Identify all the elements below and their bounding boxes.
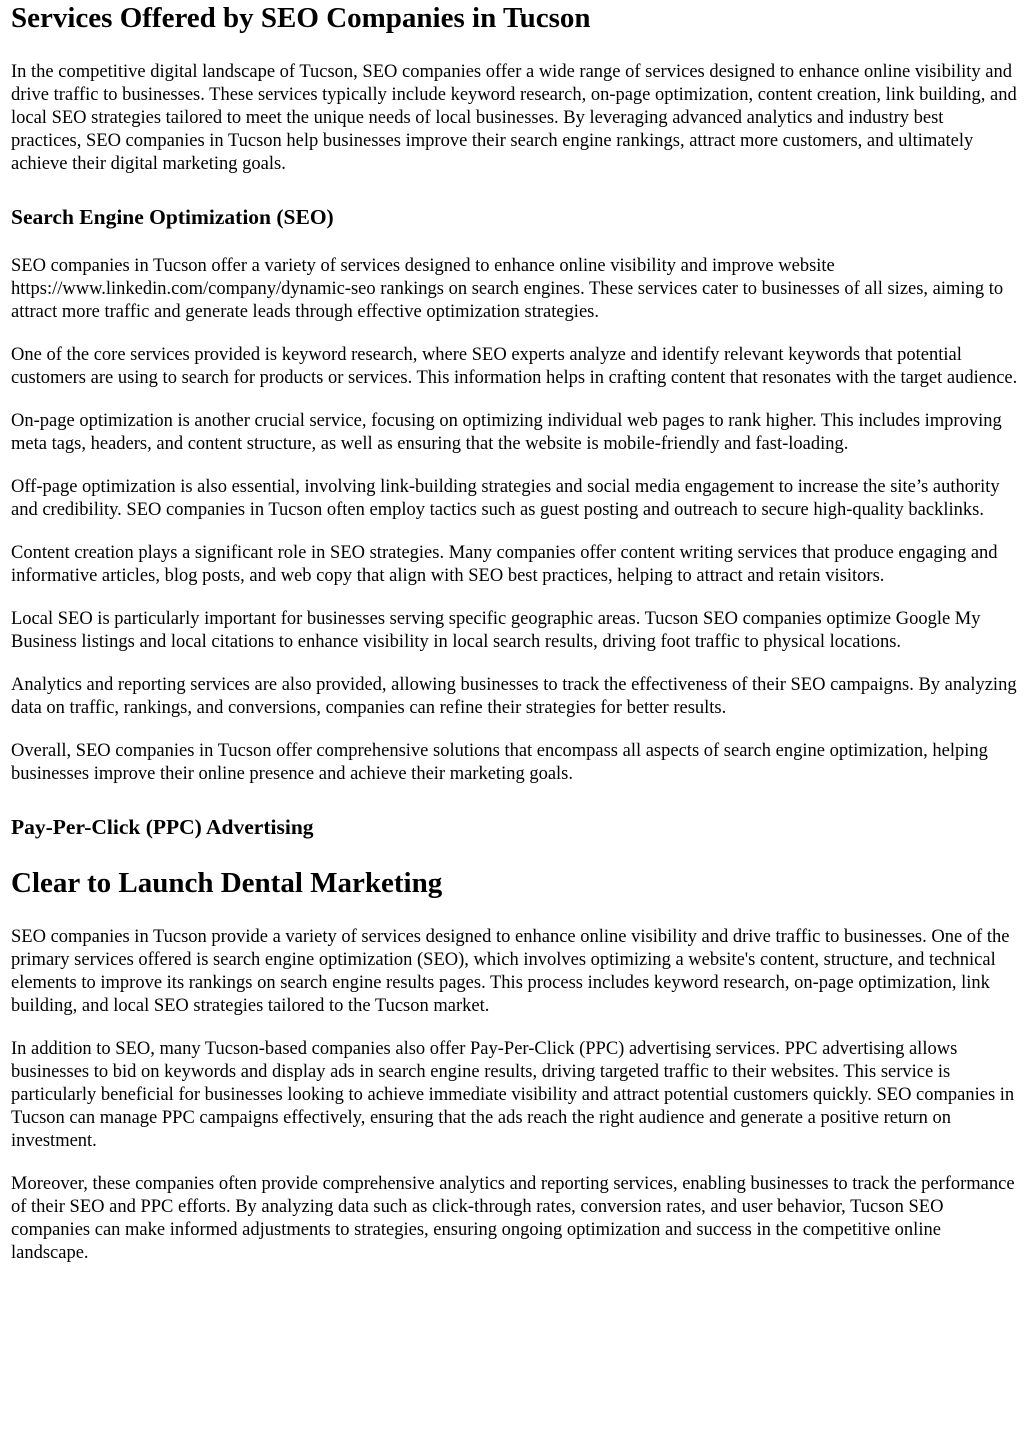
seo-paragraph: Overall, SEO companies in Tucson offer comprehensive solutions that encompass all aspects of search engine optimization, helping businesses improve their online presence and achieve their marketing goals. [11, 741, 988, 784]
seo-paragraph: One of the core services provided is keyword research, where SEO experts analyze and identify relevant keywords that potential customers are using to search for products or services. This information helps in crafting content that resonates with the target audience. [11, 345, 1018, 388]
seo-paragraph: Content creation plays a significant role in SEO strategies. Many companies offer content writing services that produce engaging and informative articles, blog posts, and web copy that align with SEO best practices, helping to attract and retain visitors. [11, 543, 998, 586]
closing-paragraph: Moreover, these companies often provide comprehensive analytics and reporting services, enabling businesses to track the performance of their SEO and PPC efforts. By analyzing data such as click-through rates, conversion rates, and user behavior, Tucson SEO companies can make informed adjustments to strategies, ensuring ongoing optimization and success in the competitive online landscape. [11, 1174, 1015, 1263]
intro-paragraph: In the competitive digital landscape of Tucson, SEO companies offer a wide range of services designed to enhance online visibility and drive traffic to businesses. These services typically include keyword research, on-page optimization, content creation, link building, and local SEO strategies tailored to meet the unique needs of local businesses. By leveraging advanced analytics and industry best practices, SEO companies in Tucson help businesses improve their search engine rankings, attract more customers, and ultimately achieve their digital marketing goals. [11, 62, 1017, 174]
seo-paragraph: Off-page optimization is also essential, involving link-building strategies and social media engagement to increase the site’s authority and credibility. SEO companies in Tucson often employ tactics such as guest posting and outreach to secure high-quality backlinks. [11, 477, 1000, 520]
seo-section-heading: Search Engine Optimization (SEO) [11, 205, 334, 229]
closing-paragraph: SEO companies in Tucson provide a variety of services designed to enhance online visibility and drive traffic to businesses. One of the primary services offered is search engine optimization (SEO), which involves optimizing a website's content, structure, and technical elements to improve its rankings on search engine results pages. This process includes keyword research, on-page optimization, link building, and local SEO strategies tailored to the Tucson market. [11, 927, 1010, 1016]
secondary-title: Clear to Launch Dental Marketing [11, 867, 443, 899]
seo-paragraph: Local SEO is particularly important for businesses serving specific geographic areas. Tucson SEO companies optimize Google My Business listings and local citations to enhance visibility in local search results, driving foot traffic to physical locations. [11, 609, 981, 652]
page-title: Services Offered by SEO Companies in Tucson [11, 2, 591, 34]
article [0, 1, 1024, 1265]
seo-paragraph: On-page optimization is another crucial service, focusing on optimizing individual web pages to rank higher. This includes improving meta tags, headers, and content structure, as well as ensuring that the website is mobile-friendly and fast-loading. [11, 411, 1002, 454]
seo-paragraph: SEO companies in Tucson offer a variety of services designed to enhance online visibility and improve website https://www.linkedin.com/company/dynamic-seo rankings on search engines. These services cater to businesses of all sizes, aiming to attract more traffic and generate leads through effective optimization strategies. [11, 256, 1004, 322]
closing-paragraph: In addition to SEO, many Tucson-based companies also offer Pay-Per-Click (PPC) advertising services. PPC advertising allows businesses to bid on keywords and display ads in search engine results, driving targeted traffic to their websites. This service is particularly beneficial for businesses looking to achieve immediate visibility and attract potential customers quickly. SEO companies in Tucson can manage PPC campaigns effectively, ensuring that the ads reach the right audience and generate a positive return on investment. [11, 1039, 1015, 1151]
seo-paragraph: Analytics and reporting services are also provided, allowing businesses to track the effectiveness of their SEO campaigns. By analyzing data on traffic, rankings, and conversions, companies can refine their strategies for better results. [11, 675, 1017, 718]
ppc-section-heading: Pay-Per-Click (PPC) Advertising [11, 815, 314, 839]
